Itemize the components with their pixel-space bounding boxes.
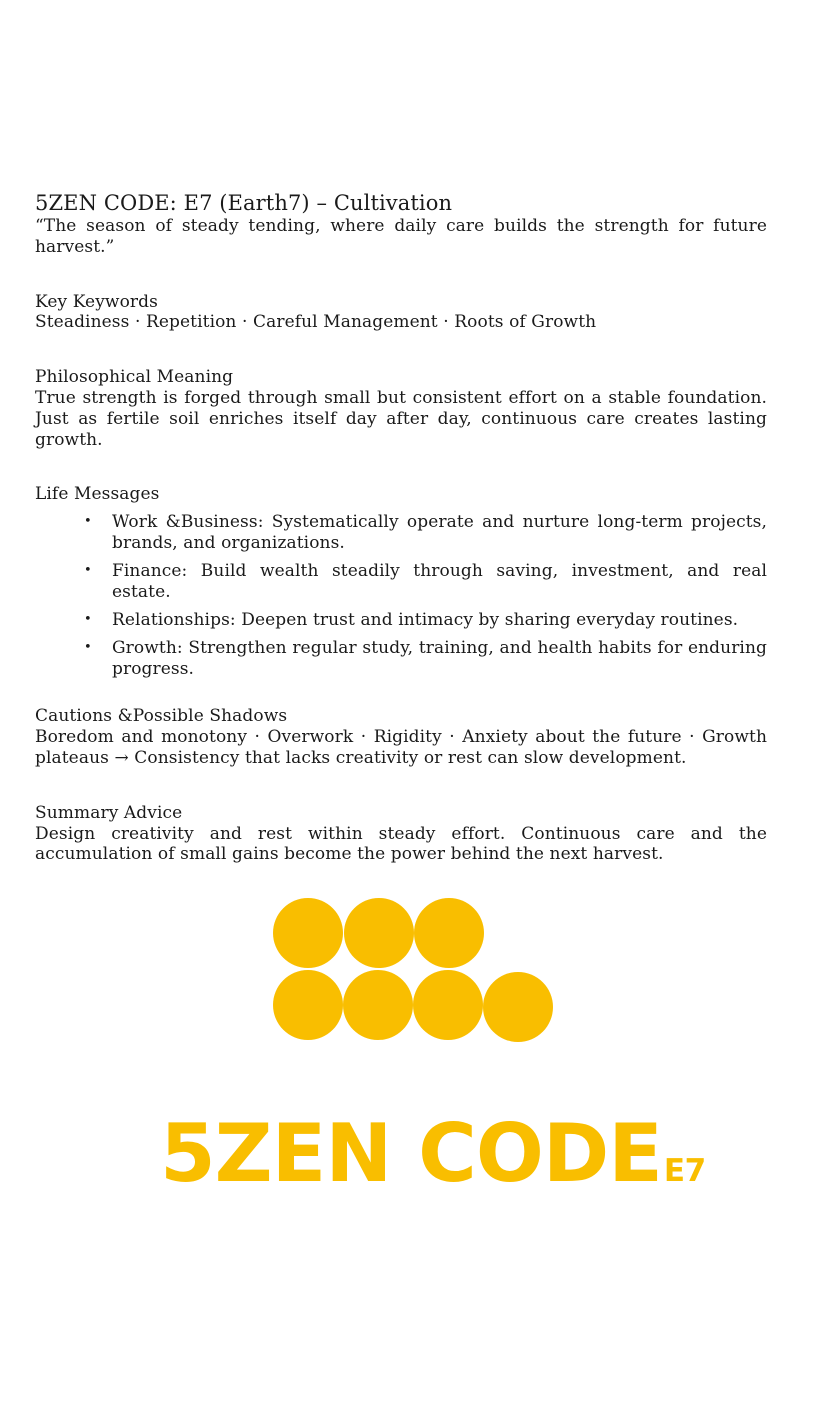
logo-dot bbox=[343, 970, 413, 1040]
brand-code-suffix: E7 bbox=[663, 1153, 706, 1189]
brand-text: 5ZEN CODE bbox=[160, 1107, 662, 1200]
list-item: • Work &Business: Systematically operate and nurture long-term projects, brands, and organizations. bbox=[112, 512, 767, 554]
philosophy-heading: Philosophical Meaning bbox=[35, 367, 234, 388]
document-body bbox=[35, 190, 767, 865]
summary-text: Design creativity and rest within steady effort. Continuous care and the accumulation of small gains become the power behind the next harvest. bbox=[35, 823, 767, 865]
keywords-heading: Key Keywords bbox=[35, 291, 158, 312]
logo-dot bbox=[344, 898, 414, 968]
tagline: “The season of steady tending, where daily care builds the strength for future harvest.” bbox=[35, 216, 767, 257]
life-messages-heading: Life Messages bbox=[35, 484, 160, 505]
list-item: • Relationships: Deepen trust and intimacy by sharing everyday routines. bbox=[112, 610, 767, 631]
logo-dot bbox=[273, 970, 343, 1040]
life-messages-section bbox=[35, 484, 767, 679]
life-messages-list bbox=[35, 512, 767, 679]
list-item: • Growth: Strengthen regular study, training, and health habits for enduring progress. bbox=[112, 638, 767, 680]
brand-logo bbox=[160, 1108, 706, 1200]
logo-dot bbox=[273, 898, 343, 968]
logo-dot bbox=[414, 898, 484, 968]
summary-heading: Summary Advice bbox=[35, 802, 183, 823]
summary-section bbox=[35, 803, 767, 865]
philosophy-text: True strength is forged through small but consistent effort on a stable foundation. Just as fertile soil enriches itself day after day, continuous care creates lasting growth. bbox=[35, 387, 767, 450]
keywords-text: Steadiness · Repetition · Careful Management · Roots of Growth bbox=[35, 312, 597, 333]
list-item: • Finance: Build wealth steadily through saving, investment, and real estate. bbox=[112, 561, 767, 603]
philosophy-section bbox=[35, 367, 767, 450]
logo-dot bbox=[413, 970, 483, 1040]
keywords-section bbox=[35, 292, 767, 334]
cautions-text: Boredom and monotony · Overwork · Rigidity · Anxiety about the future · Growth plateaus → Consistency that lacks creativity or rest can slow development. bbox=[35, 727, 767, 768]
logo-dot bbox=[483, 972, 553, 1042]
cautions-heading: Cautions &Possible Shadows bbox=[35, 706, 288, 727]
cautions-section bbox=[35, 706, 767, 768]
page-title: 5ZEN CODE: E7 (Earth7) – Cultivation bbox=[35, 191, 453, 215]
